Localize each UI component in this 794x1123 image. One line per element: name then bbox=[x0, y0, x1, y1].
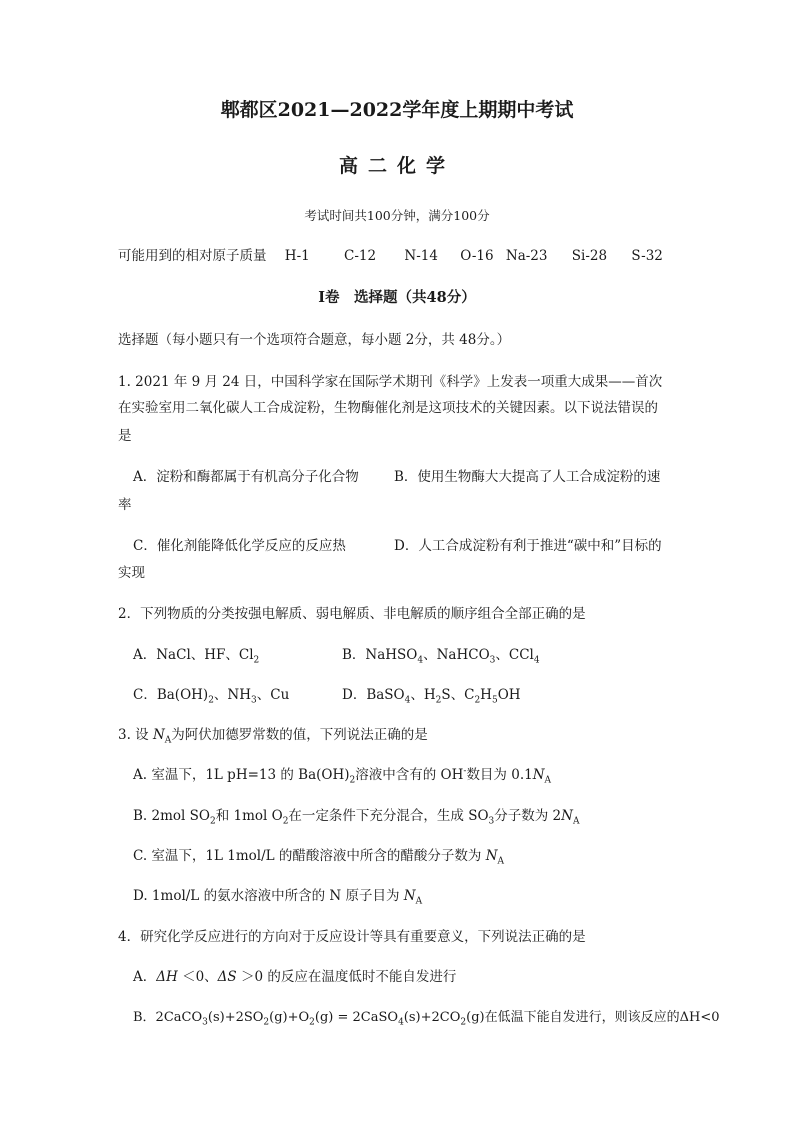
exam-title: 郫都区2021—2022学年度上期期中考试 bbox=[220, 99, 574, 121]
q1-stem-line: 是 bbox=[118, 428, 132, 444]
q3-option-c: C. 室温下，1L 1mol/L 的醋酸溶液中所含的醋酸分子数为 $N_A$ bbox=[133, 848, 505, 867]
q3-stem: 3. 设 $N_A$为阿伏加德罗常数的值，下列说法正确的是 bbox=[118, 727, 428, 746]
atomic-mass-label: 可能用到的相对原子质量 bbox=[118, 248, 267, 264]
q4-option-a: A．ΔH ＜0、ΔS ＞0 的反应在温度低时不能自发进行 bbox=[133, 969, 457, 985]
section-instruction: 选择题（每小题只有一个选项符合题意，每小题 2分，共 48分。） bbox=[118, 332, 511, 348]
q1-option-b-cont: 率 bbox=[118, 497, 132, 513]
q3-option-a: A. 室温下，1L pH=13 的 $Ba(OH)_2$溶液中含有的 OH-数目为 $0.1N_A$ bbox=[133, 766, 552, 786]
q2-option-a: A．NaCl、HF、$Cl_2$ bbox=[133, 647, 260, 666]
q2-option-d: D．BaSO$_4$、$H_2S$、$C_2H_5OH$ bbox=[342, 687, 521, 706]
atomic-mass-line bbox=[118, 246, 663, 266]
q3-option-b: B. 2mol $SO_2$和 1mol $O_2$在一定条件下充分混合，生成 $SO_3$分子数为 $2N_A$ bbox=[133, 808, 580, 827]
q1-option-d-cont: 实现 bbox=[118, 565, 145, 581]
atomic-mass-item: H-1 bbox=[284, 248, 310, 264]
q4-stem: 4．研究化学反应进行的方向对于反应设计等具有重要意义，下列说法正确的是 bbox=[118, 929, 586, 945]
q1-option-b: B．使用生物酶大大提高了人工合成淀粉的速 bbox=[394, 469, 661, 485]
q1-option-c: C．催化剂能降低化学反应的反应热 bbox=[133, 538, 346, 554]
q1-stem-line: 1. 2021 年 9 月 24 日，中国科学家在国际学术期刊《科学》上发表一项重大成果——首次 bbox=[118, 374, 663, 390]
atomic-mass-item: C-12 bbox=[344, 248, 377, 264]
q2-stem: 2．下列物质的分类按强电解质、弱电解质、非电解质的顺序组合全部正确的是 bbox=[118, 606, 586, 622]
atomic-mass-item: N-14 bbox=[404, 248, 438, 264]
q2-option-b: B．NaHSO$_4$、NaHCO$_3$、CCl$_4$ bbox=[342, 647, 540, 666]
q2-option-c: C．$Ba(OH)_2$、$NH_3$、Cu bbox=[133, 687, 290, 706]
q1-option-a: A．淀粉和酶都属于有机高分子化合物 bbox=[133, 469, 359, 485]
q1-option-d: D．人工合成淀粉有利于推进“碳中和”目标的 bbox=[394, 538, 662, 554]
exam-info: 考试时间共100分钟，满分100分 bbox=[304, 208, 490, 223]
subject-title: 高二化学 bbox=[338, 155, 455, 177]
q1-stem-line: 在实验室用二氧化碳人工合成淀粉，生物酶催化剂是这项技术的关键因素。以下说法错误的 bbox=[118, 400, 658, 416]
q3-option-d: D. 1mol/L 的氨水溶液中所含的 N 原子目为 $N_A$ bbox=[133, 888, 423, 907]
q4-option-b: B．$2CaCO_3(s)+2SO_2(g)+O_2(g)$ = $2CaSO_4(s)+2CO_2(g)$在低温下能自发进行，则该反应的ΔH<0 bbox=[133, 1010, 720, 1028]
atomic-mass-item: Na-23 bbox=[505, 248, 548, 264]
atomic-mass-item: O-16 bbox=[460, 248, 494, 264]
atomic-mass-item: S-32 bbox=[631, 248, 663, 264]
atomic-mass-item: Si-28 bbox=[571, 248, 608, 264]
section-title: I卷 选择题（共48分） bbox=[318, 289, 476, 306]
